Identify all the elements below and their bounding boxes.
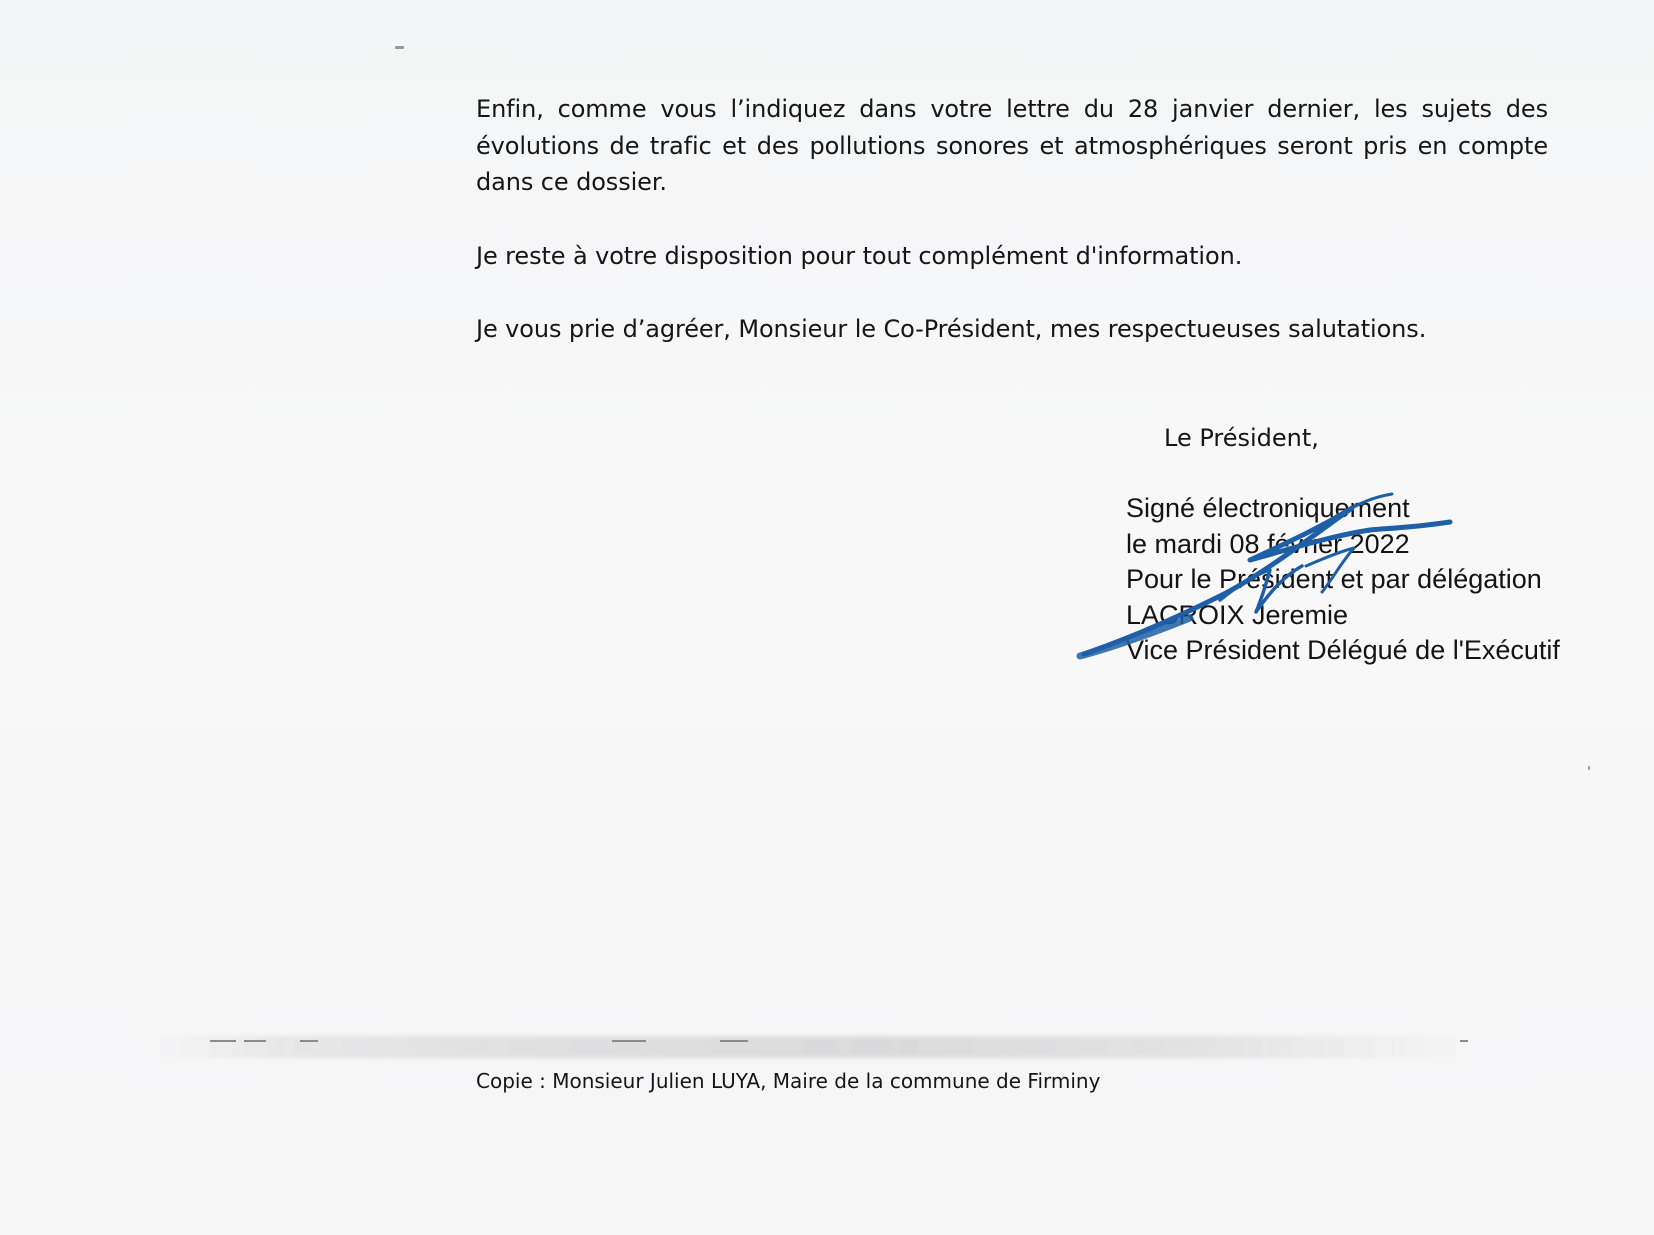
scan-dash — [244, 1040, 266, 1042]
esign-line-signed: Signé électroniquement — [1126, 493, 1410, 523]
esign-line-signatory: LACROIX Jeremie — [1126, 599, 1349, 630]
copy-note: Copie : Monsieur Julien LUYA, Maire de la commune de Firminy — [476, 1069, 1101, 1093]
scan-speck — [395, 46, 404, 49]
scan-dash — [210, 1040, 236, 1042]
handwritten-signature-icon — [1070, 488, 1470, 668]
scan-dash — [300, 1040, 318, 1042]
scan-artifact-band — [150, 1036, 1470, 1058]
scan-dash — [1460, 1040, 1468, 1042]
esign-line-delegation: Pour le Président et par délégation — [1126, 564, 1542, 594]
paragraph-salutations: Je vous prie d’agréer, Monsieur le Co-Président, mes respectueuses salutations. — [476, 315, 1427, 343]
esign-line-role: Vice Président Délégué de l'Exécutif — [1126, 635, 1560, 665]
closing-title: Le Président, — [1164, 424, 1319, 452]
scan-speck — [1588, 766, 1590, 770]
paragraph-traffic-pollution: Enfin, comme vous l’indiquez dans votre lettre du 28 janvier dernier, les sujets des évolutions de trafic et des pollutions sonores et atmosphériques seront pris en compte dans ce dossier. — [476, 95, 1548, 196]
esign-line-date: le mardi 08 février 2022 — [1126, 528, 1410, 559]
scan-dash — [612, 1040, 646, 1042]
scan-dash — [720, 1040, 748, 1042]
paragraph-availability: Je reste à votre disposition pour tout complément d'information. — [476, 242, 1243, 270]
